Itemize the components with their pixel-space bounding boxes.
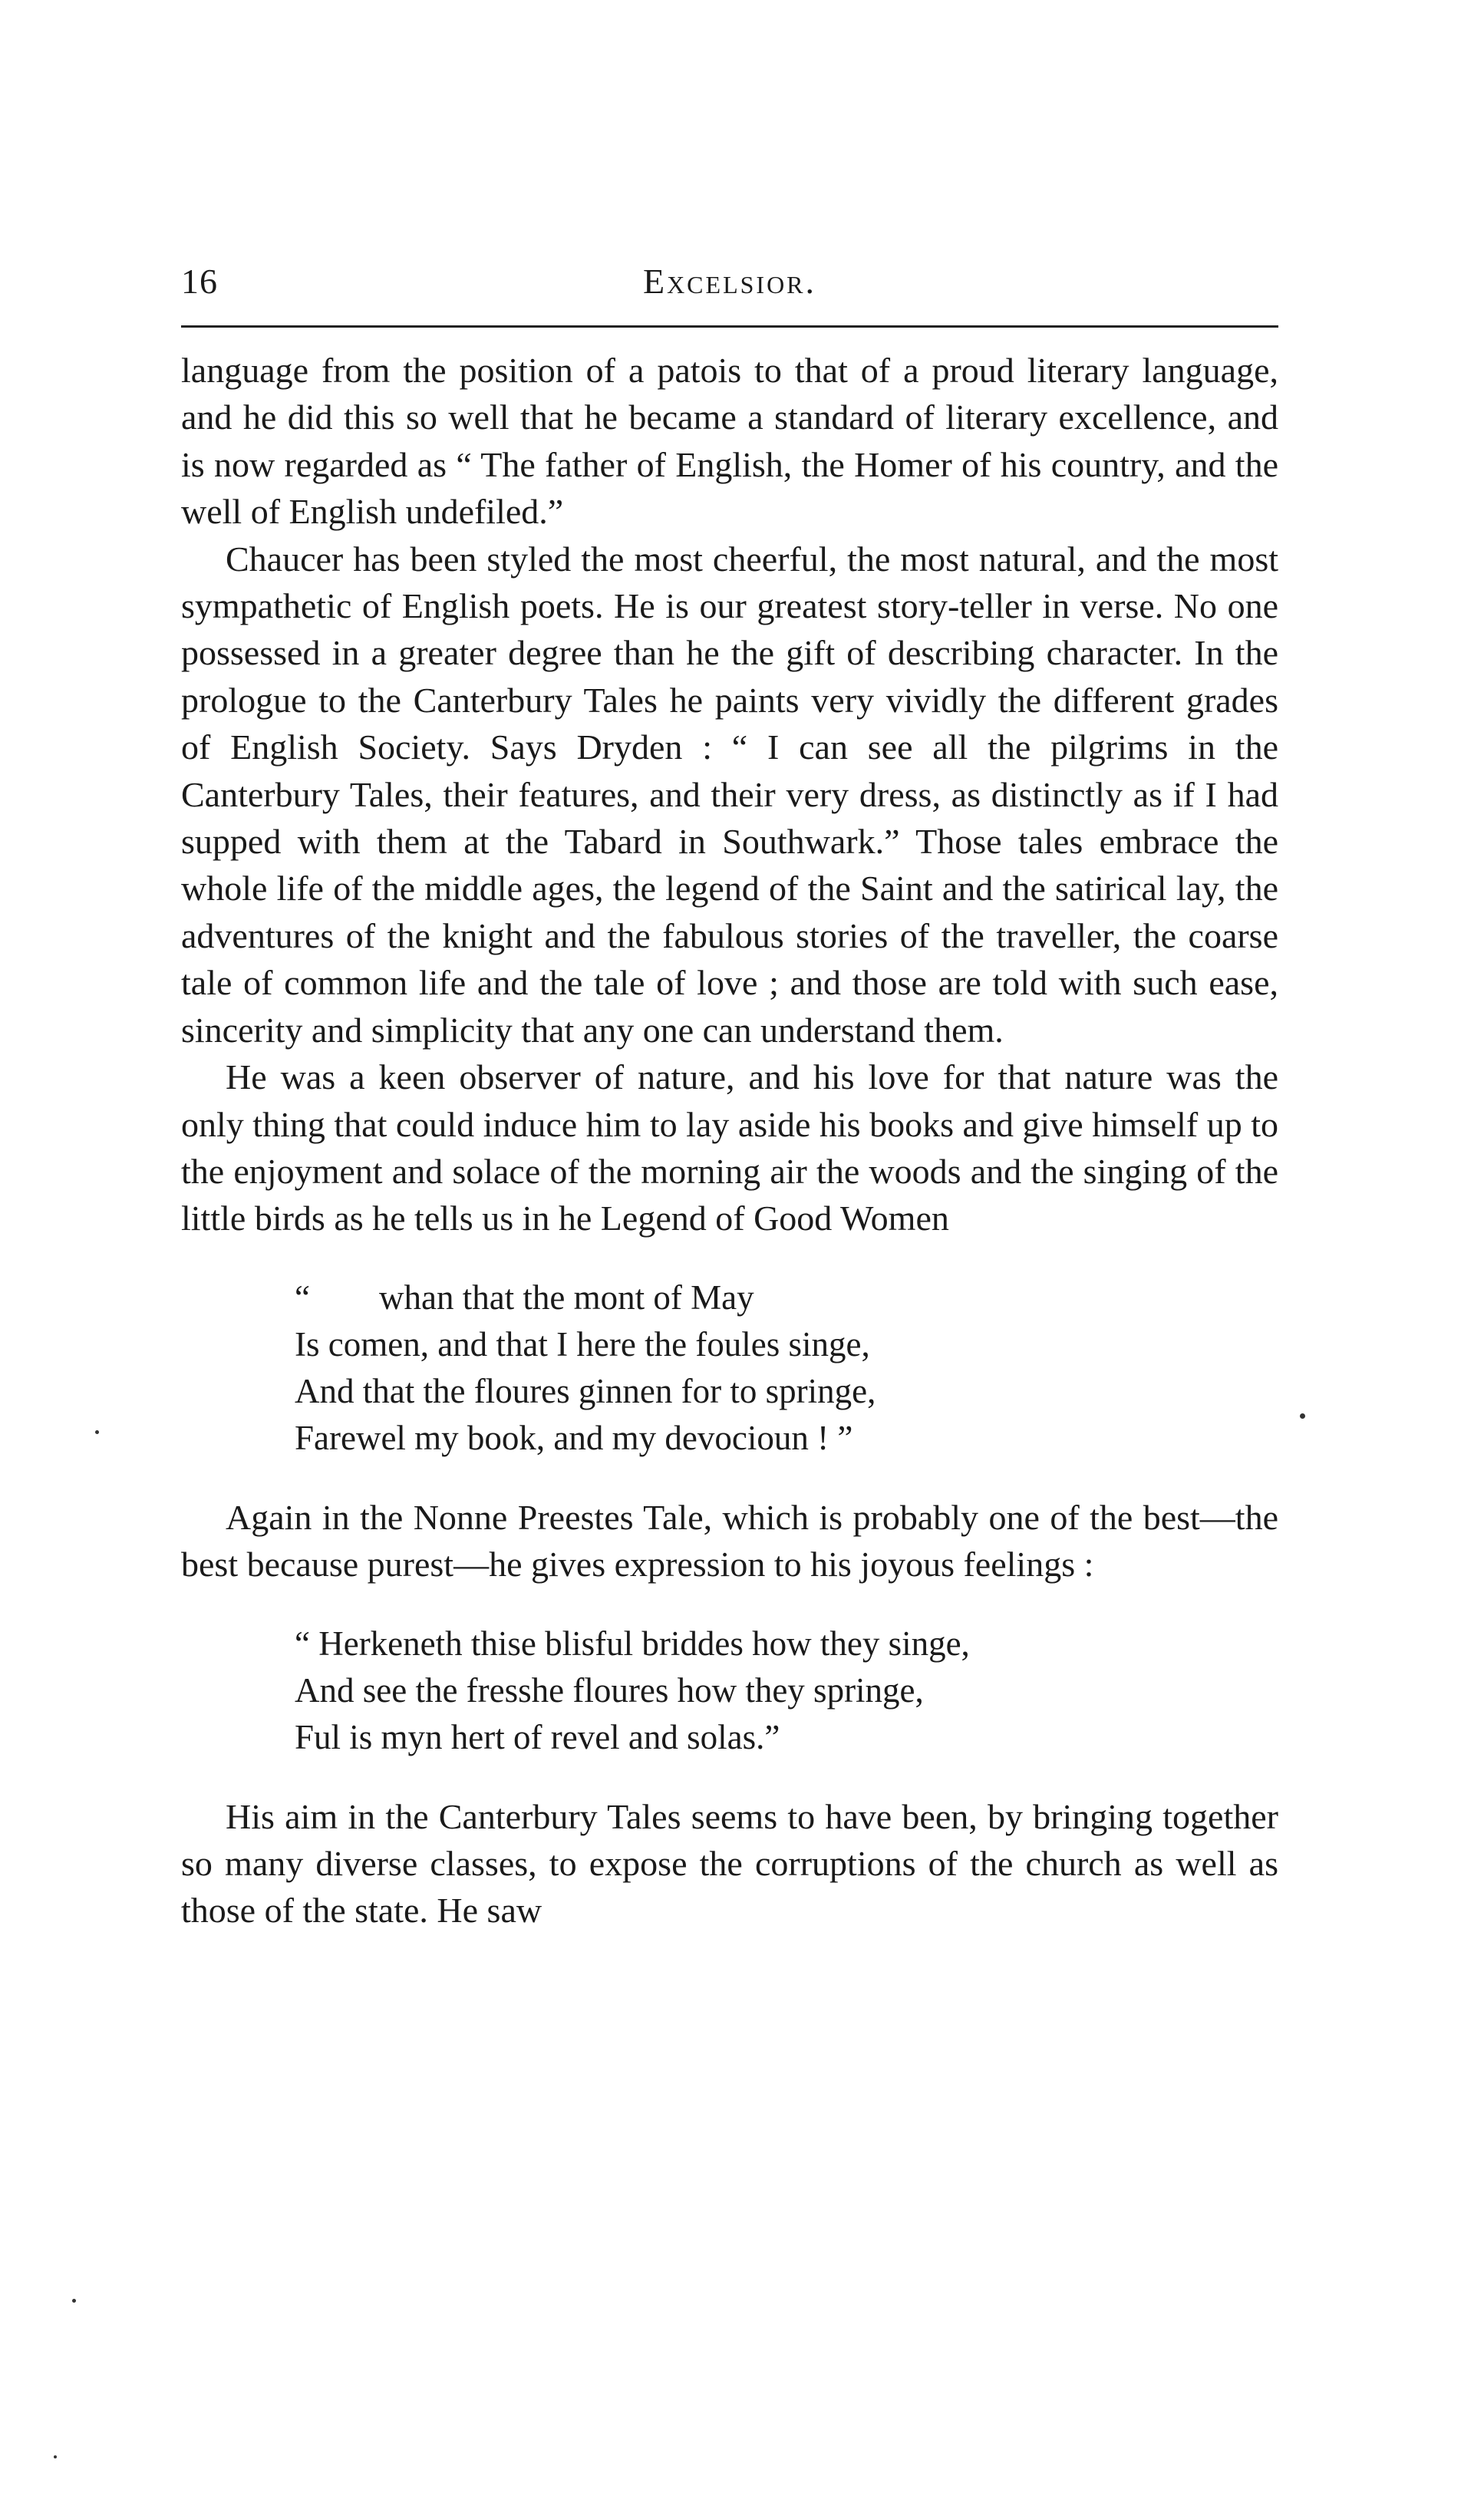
verse-legend-of-good-women — [295, 1274, 1278, 1462]
page-header — [181, 261, 1278, 322]
stray-mark — [1300, 1413, 1305, 1419]
stray-mark — [72, 2299, 76, 2303]
verse-line: Is comen, and that I here the foules singe, — [295, 1324, 870, 1363]
verse-line: Ful is myn hert of revel and solas.” — [295, 1717, 780, 1756]
paragraph-nonne-preestes: Again in the Nonne Preestes Tale, which is probably one of the best—the best because purest—he gives expression to his joyous feelings : — [181, 1497, 1278, 1584]
verse-line: “ Herkeneth thise blisful briddes how they singe, — [295, 1624, 970, 1663]
verse-nonne-preestes-tale — [295, 1621, 1278, 1761]
running-title: Excelsior. — [642, 262, 817, 301]
paragraph-his-aim: His aim in the Canterbury Tales seems to have been, by bringing together so many diverse classes, to expose the corruptions of the church as well as those of the state. He saw — [181, 1796, 1278, 1931]
verse-line: And see the fresshe floures how they springe, — [295, 1670, 924, 1710]
body-text — [181, 347, 1278, 1934]
header-rule — [181, 325, 1278, 328]
paragraph-continued: language from the position of a patois to that of a proud literary language, and he did this so well that he became a standard of literary excellence, and is now regarded as “ The father of English, the Homer of his country, and the well of English undefiled.” — [181, 351, 1278, 532]
verse-line: “ whan that the mont of May — [295, 1278, 754, 1317]
verse-line: Farewel my book, and my devocioun ! ” — [295, 1418, 853, 1457]
stray-mark — [95, 1430, 99, 1434]
paragraph-keen-observer: He was a keen observer of nature, and his love for that nature was the only thing that could induce him to lay aside his books and give himself up to the enjoyment and solace of the morning air the woods and the singing of the little birds as he tells us in he Legend of Good Women — [181, 1057, 1278, 1238]
book-page — [181, 261, 1278, 1931]
paragraph-chaucer-styled: Chaucer has been styled the most cheerful, the most natural, and the most sympathetic of English poets. He is our greatest story-teller in verse. No one possessed in a greater degree than he the gift of describing character. In the prologue to the Canterbury Tales he paints very vividly the different grades of English Society. Says Dryden : “ I can see all the pilgrims in the Canterbury Tales, their features, and their very dress, as distinctly as if I had supped with them at the Tabard in Southwark.” Those tales embrace the whole life of the middle ages, the legend of the Saint and the satirical lay, the adventures of the knight and the fabulous stories of the traveller, the coarse tale of common life and the tale of love ; and those are told with such ease, sincerity and simplicity that any one can understand them. — [181, 539, 1278, 1050]
page-number: 16 — [181, 262, 218, 301]
verse-line: And that the floures ginnen for to springe, — [295, 1371, 876, 1410]
stray-mark — [54, 2455, 57, 2458]
